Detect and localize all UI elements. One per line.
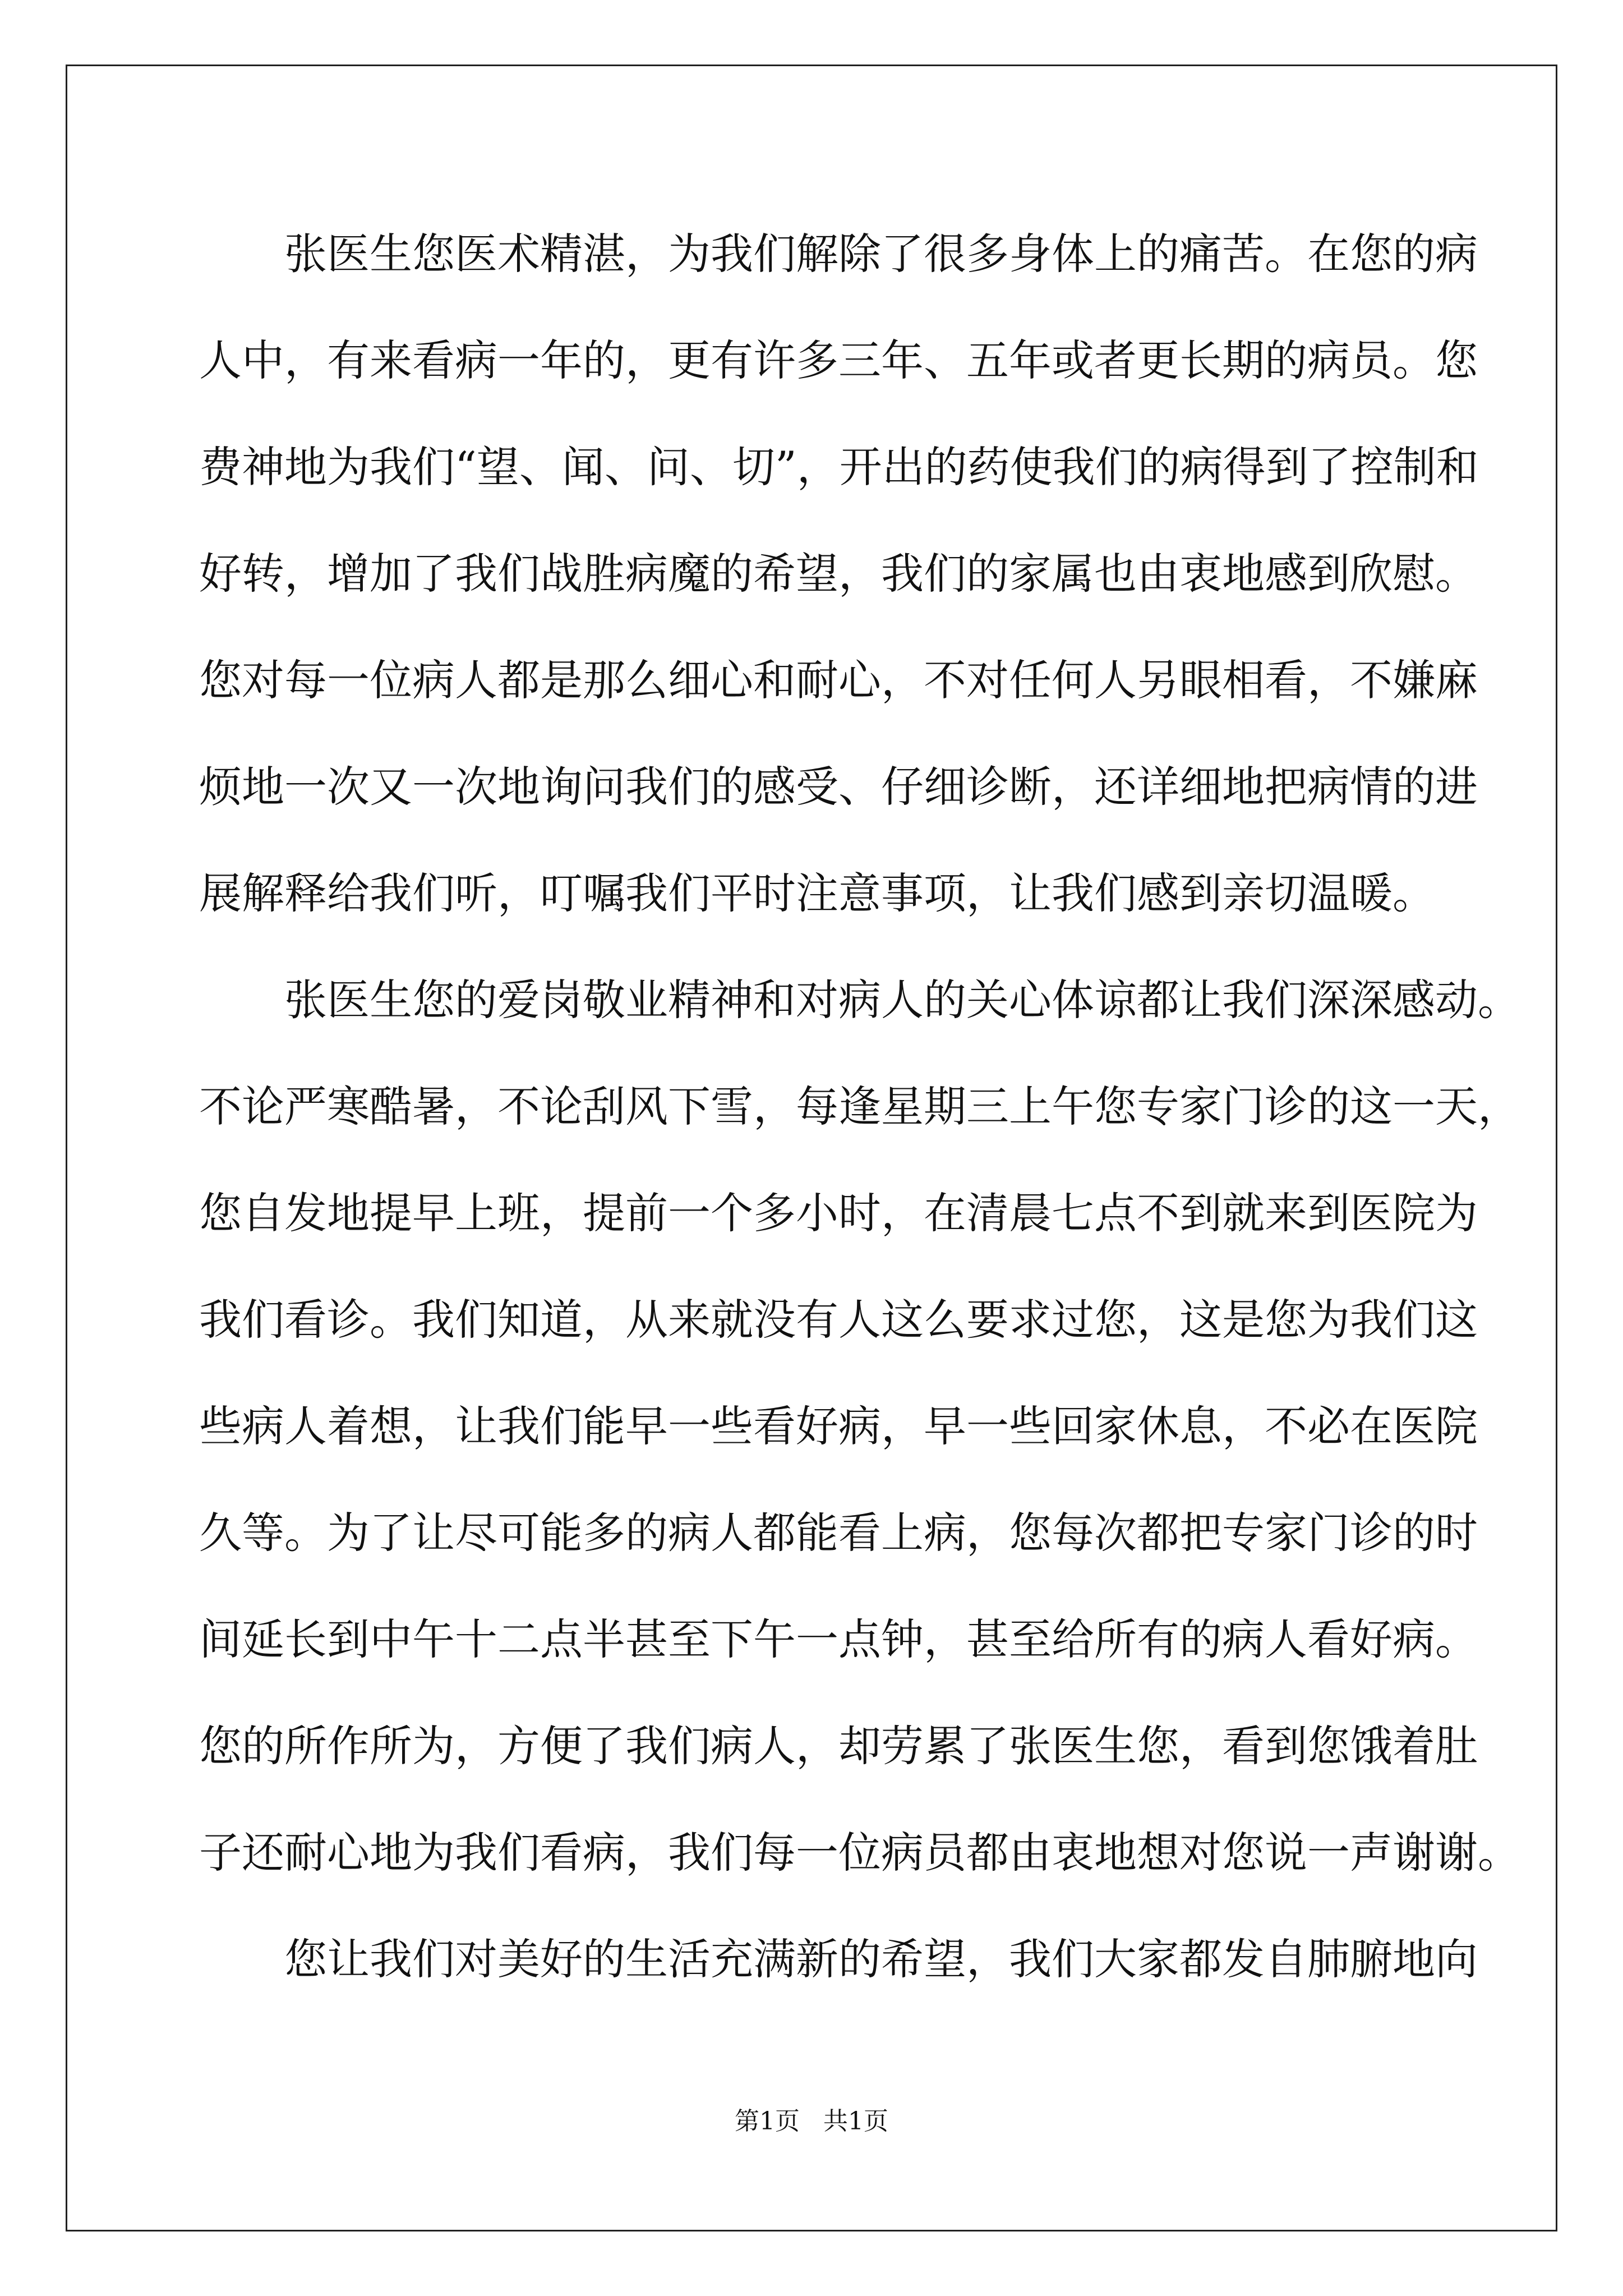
page-number-total: 共1页 (823, 2107, 888, 2136)
paragraph-1-line-2: 人中，有来看病一年的，更有许多三年、五年或者更长期的病员。您 (199, 335, 1478, 385)
page-number-current: 第1页 (735, 2107, 800, 2136)
paragraph-2-line-4: 我们看诊。我们知道，从来就没有人这么要求过您，这是您为我们这 (199, 1295, 1478, 1345)
paragraph-1-line-5: 您对每一位病人都是那么细心和耐心，不对任何人另眼相看，不嫌麻 (199, 655, 1478, 705)
paragraph-2-line-3: 您自发地提早上班，提前一个多小时，在清晨七点不到就来到医院为 (199, 1188, 1478, 1238)
paragraph-3-line-1: 您让我们对美好的生活充满新的希望，我们大家都发自肺腑地向 (284, 1934, 1478, 1984)
paragraph-2-line-2: 不论严寒酷暑，不论刮风下雪，每逢星期三上午您专家门诊的这一天， (199, 1082, 1520, 1131)
paragraph-1-line-7: 展解释给我们听，叮嘱我们平时注意事项，让我们感到亲切温暖。 (199, 868, 1435, 918)
paragraph-1-line-1: 张医生您医术精湛，为我们解除了很多身体上的痛苦。在您的病 (284, 229, 1478, 279)
paragraph-1-line-4: 好转，增加了我们战胜病魔的希望，我们的家属也由衷地感到欣慰。 (199, 549, 1478, 599)
page-footer (0, 2105, 1623, 2138)
paragraph-2-line-6: 久等。为了让尽可能多的病人都能看上病，您每次都把专家门诊的时 (199, 1508, 1478, 1558)
paragraph-2-line-1: 张医生您的爱岗敬业精神和对病人的关心体谅都让我们深深感动。 (284, 975, 1520, 1025)
paragraph-1-line-3: 费神地为我们“望、闻、问、切”，开出的药使我们的病得到了控制和 (199, 442, 1479, 492)
paragraph-2-line-5: 些病人着想，让我们能早一些看好病，早一些回家休息，不必在医院 (199, 1401, 1478, 1451)
document-body (199, 201, 1520, 2013)
paragraph-2-line-9: 子还耐心地为我们看病，我们每一位病员都由衷地想对您说一声谢谢。 (199, 1828, 1520, 1878)
paragraph-2-line-8: 您的所作所为，方便了我们病人，却劳累了张医生您，看到您饿着肚 (199, 1721, 1478, 1771)
paragraph-2-line-7: 间延长到中午十二点半甚至下午一点钟，甚至给所有的病人看好病。 (199, 1614, 1478, 1664)
paragraph-1-line-6: 烦地一次又一次地询问我们的感受、仔细诊断，还详细地把病情的进 (199, 762, 1478, 812)
